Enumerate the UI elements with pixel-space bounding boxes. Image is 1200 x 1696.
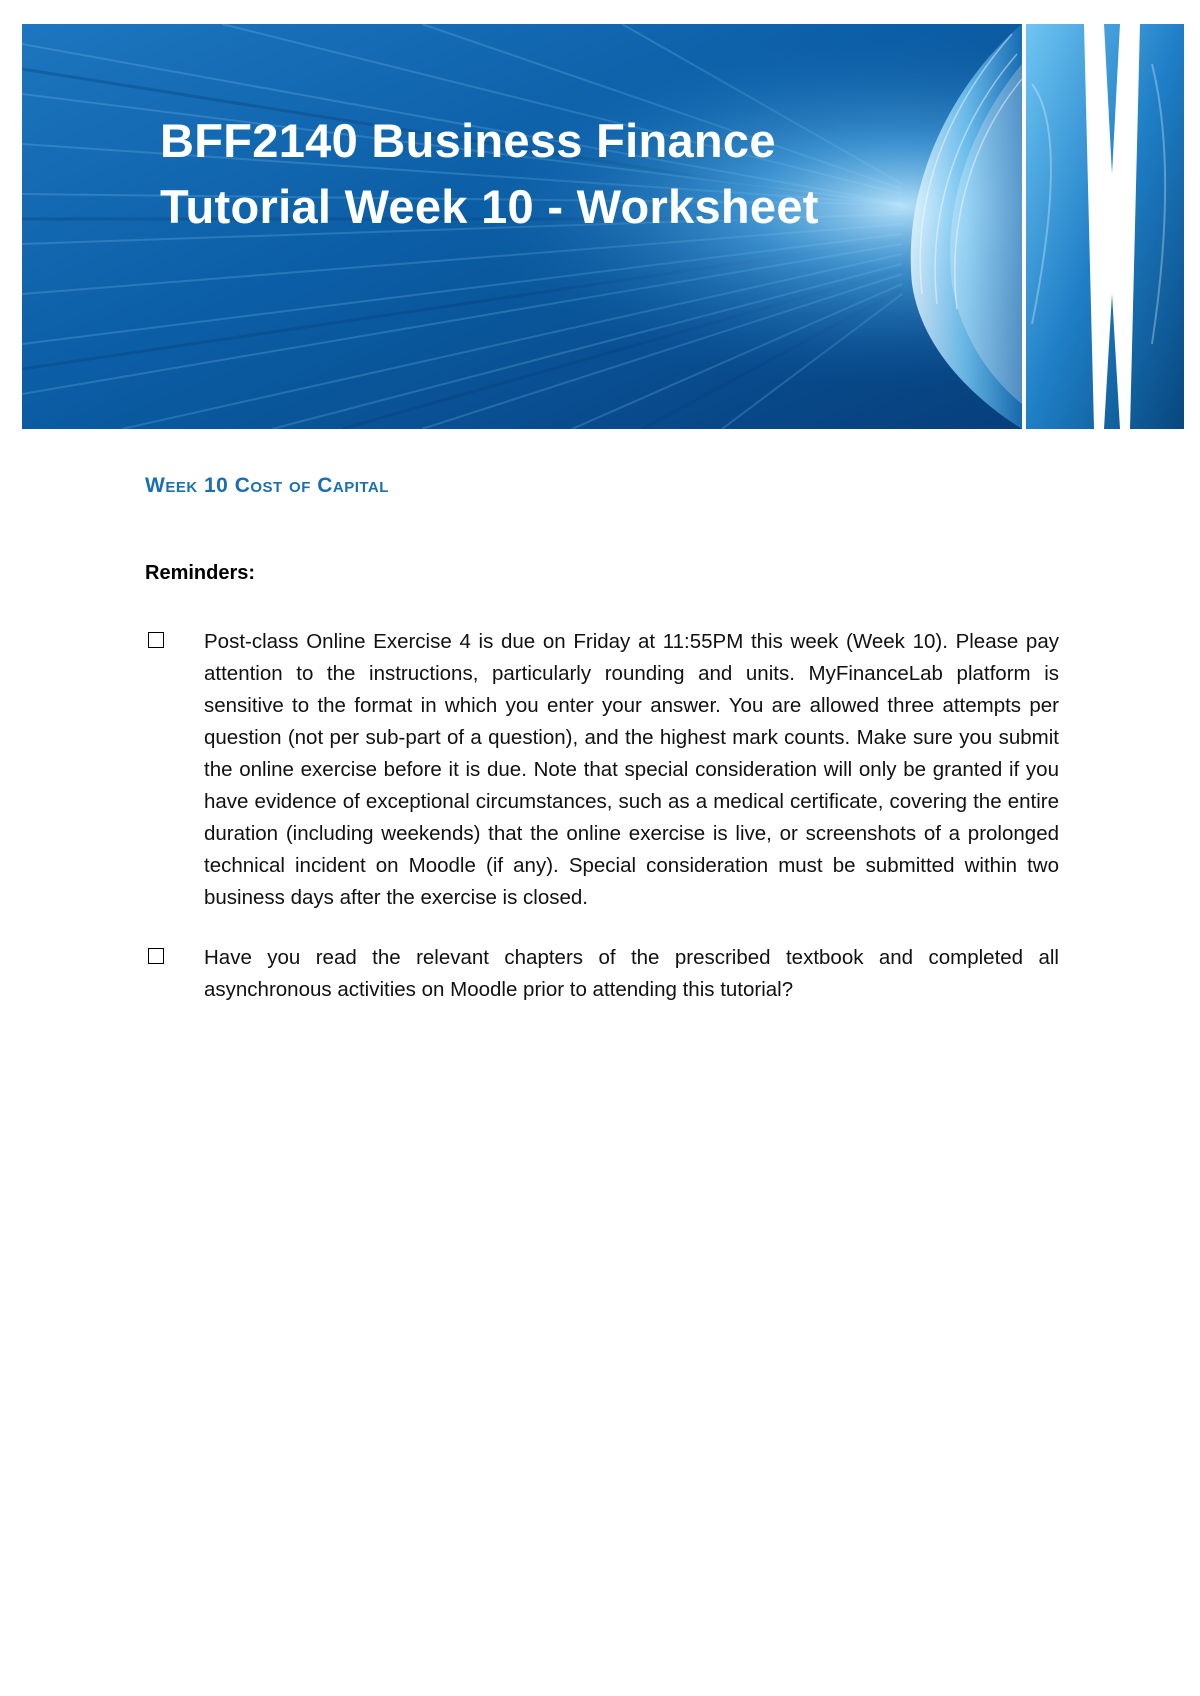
- reminder-item-preparation: [145, 942, 1059, 1006]
- reminder-item-online-exercise: [145, 626, 1059, 914]
- section-heading: Week 10 Cost of Capital: [145, 474, 389, 497]
- reminder-text: Have you read the relevant chapters of the prescribed textbook and completed all asynchronous activities on Moodle prior to attending this tutorial?: [204, 946, 1059, 1001]
- document-title-line-1: BFF2140 Business Finance: [160, 114, 776, 167]
- checkbox-icon[interactable]: [148, 948, 164, 964]
- monash-m-logo-icon: [1022, 24, 1184, 429]
- checkbox-icon[interactable]: [148, 632, 164, 648]
- reminder-list: [145, 626, 1059, 1034]
- header-banner: [22, 24, 1022, 429]
- reminder-text: Post-class Online Exercise 4 is due on Friday at 11:55PM this week (Week 10). Please pay attention to the instructions, particularly rounding and units. MyFinanceLab platform is sensitive to the format in which you enter your answer. You are allowed three attempts per question (not per sub-part of a question), and the highest mark counts. Make sure you submit the online exercise before it is due. Note that special consideration will only be granted if you have evidence of exceptional circumstances, such as a medical certificate, covering the entire duration (including weekends) that the online exercise is live, or screenshots of a prolonged technical incident on Moodle (if any). Special consideration must be submitted within two business days after the exercise is closed.: [204, 630, 1059, 909]
- reminders-label: Reminders:: [145, 562, 256, 584]
- document-title: [160, 108, 819, 240]
- logo-panel: [1022, 24, 1184, 429]
- document-title-line-2: Tutorial Week 10 - Worksheet: [160, 180, 819, 233]
